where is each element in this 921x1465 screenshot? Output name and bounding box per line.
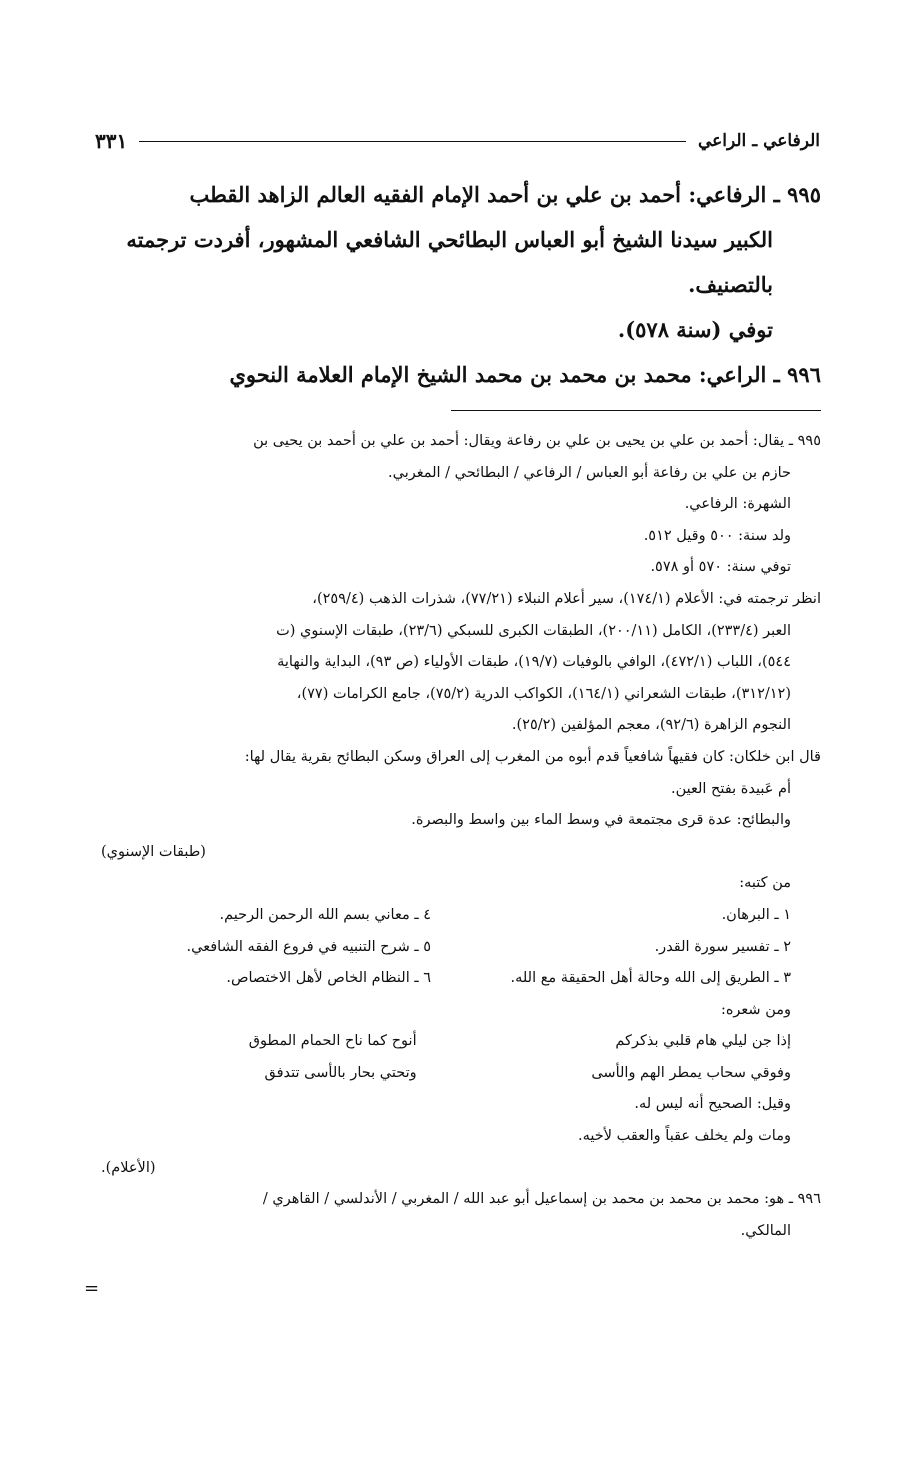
note-mata: ومات ولم يخلف عقباً والعقب لأخيه. — [578, 1128, 791, 1145]
note-refs-line-5: النجوم الزاهرة (٩٢/٦)، معجم المؤلفين (٢٥/٢). — [511, 717, 791, 734]
note-refs-line-3: ٥٤٤)، اللباب (٤٧٢/١)، الوافي بالوفيات (١٩/٧)، طبقات الأولياء (ص ٩٣)، البداية والنهاية — [277, 654, 791, 671]
note-995-line-2: حازم بن علي بن رفاعة أبو العباس / الرفاعي / البطائحي / المغربي. — [388, 464, 791, 481]
note-996-line-2: المالكي. — [740, 1222, 791, 1239]
note-khallikan-line-2: أم عَبيدة بفتح العين. — [670, 780, 791, 797]
work-item: ٦ ـ النظام الخاص لأهل الاختصاص. — [226, 970, 431, 987]
work-item: ٥ ـ شرح التنبيه في فروع الفقه الشافعي. — [186, 938, 431, 955]
verse-hemistich: إذا جن ليلي هام قلبي بذكركم — [615, 1033, 791, 1050]
note-works-title: من كتبه: — [739, 875, 791, 892]
footnotes — [101, 426, 821, 1247]
work-item: ٣ ـ الطريق إلى الله وحالة أهل الحقيقة مع الله. — [510, 970, 791, 987]
note-poetry-title: ومن شعره: — [720, 1001, 791, 1018]
entry-996-line-1: ٩٩٦ ـ الراعي: محمد بن محمد بن محمد الشيخ الإمام العلامة النحوي — [229, 362, 821, 387]
note-refs-line-2: العبر (٢٣٣/٤)، الكامل (٢٠٠/١١)، الطبقات الكبرى للسبكي (٢٣/٦)، طبقات الإسنوي (ت — [276, 622, 791, 639]
note-refs-line-1: انظر ترجمته في: الأعلام (١٧٤/١)، سير أعلام النبلاء (٧٧/٢١)، شذرات الذهب (٢٥٩/٤)، — [312, 590, 821, 607]
footnote-separator — [451, 410, 821, 411]
note-refs-line-4: (٣١٢/١٢)، طبقات الشعراني (١٦٤/١)، الكواكب الدرية (٧٥/٢)، جامع الكرامات (٧٧)، — [296, 685, 791, 702]
note-995-line-1: ٩٩٥ ـ يقال: أحمد بن علي بن يحيى بن علي بن رفاعة ويقال: أحمد بن علي بن أحمد بن يحيى بن — [253, 433, 821, 449]
verse-hemistich: وتحتي بحار بالأسى تتدفق — [264, 1064, 417, 1081]
entry-995-line-2: الكبير سيدنا الشيخ أبو العباس البطائحي الشافعي المشهور، أفردت ترجمته — [126, 227, 773, 252]
note-death: توفي سنة: ٥٧٠ أو ٥٧٨. — [650, 559, 791, 576]
note-shuhra: الشهرة: الرفاعي. — [684, 496, 791, 513]
margin-mark: = — [84, 1278, 100, 1299]
running-head — [95, 124, 820, 158]
work-item: ٤ ـ معاني بسم الله الرحمن الرحيم. — [219, 906, 431, 923]
page-number: ٣٣١ — [95, 129, 128, 153]
entry-995-death: توفي (سنة ٥٧٨). — [617, 317, 773, 342]
main-text — [101, 172, 821, 397]
work-item: ٢ ـ تفسير سورة القدر. — [654, 938, 791, 955]
poem-verse-2 — [101, 1058, 821, 1090]
note-source-isnawi: (طبقات الإسنوي) — [101, 843, 206, 860]
note-birth: ولد سنة: ٥٠٠ وقيل ٥١٢. — [643, 527, 791, 544]
note-khallikan-line-1: قال ابن خلكان: كان فقيهاً شافعياً قدم أبوه من المغرب إلى العراق وسكن البطائح بقرية يقال لها: — [244, 748, 821, 765]
note-qila: وقيل: الصحيح أنه ليس له. — [634, 1096, 791, 1113]
work-item: ١ ـ البرهان. — [721, 906, 791, 923]
running-head-rule — [139, 141, 686, 142]
running-head-title: الرفاعي ـ الراعي — [697, 131, 820, 151]
verse-hemistich: أنوح كما ناح الحمام المطوق — [248, 1033, 417, 1050]
verse-hemistich: وفوقي سحاب يمطر الهم والأسى — [591, 1064, 791, 1081]
poem-verse-1 — [101, 1026, 821, 1058]
note-bataih: والبطائح: عدة قرى مجتمعة في وسط الماء بين واسط والبصرة. — [411, 812, 791, 829]
note-source-alam: (الأعلام). — [101, 1159, 156, 1176]
works-list — [101, 900, 821, 995]
entry-995-line-1: ٩٩٥ ـ الرفاعي: أحمد بن علي بن أحمد الإمام الفقيه العالم الزاهد القطب — [189, 182, 821, 207]
note-996-line-1: ٩٩٦ ـ هو: محمد بن محمد بن محمد بن إسماعيل أبو عبد الله / المغربي / الأندلسي / القاهري / — [262, 1191, 821, 1208]
entry-995-line-3: بالتصنيف. — [688, 272, 773, 297]
